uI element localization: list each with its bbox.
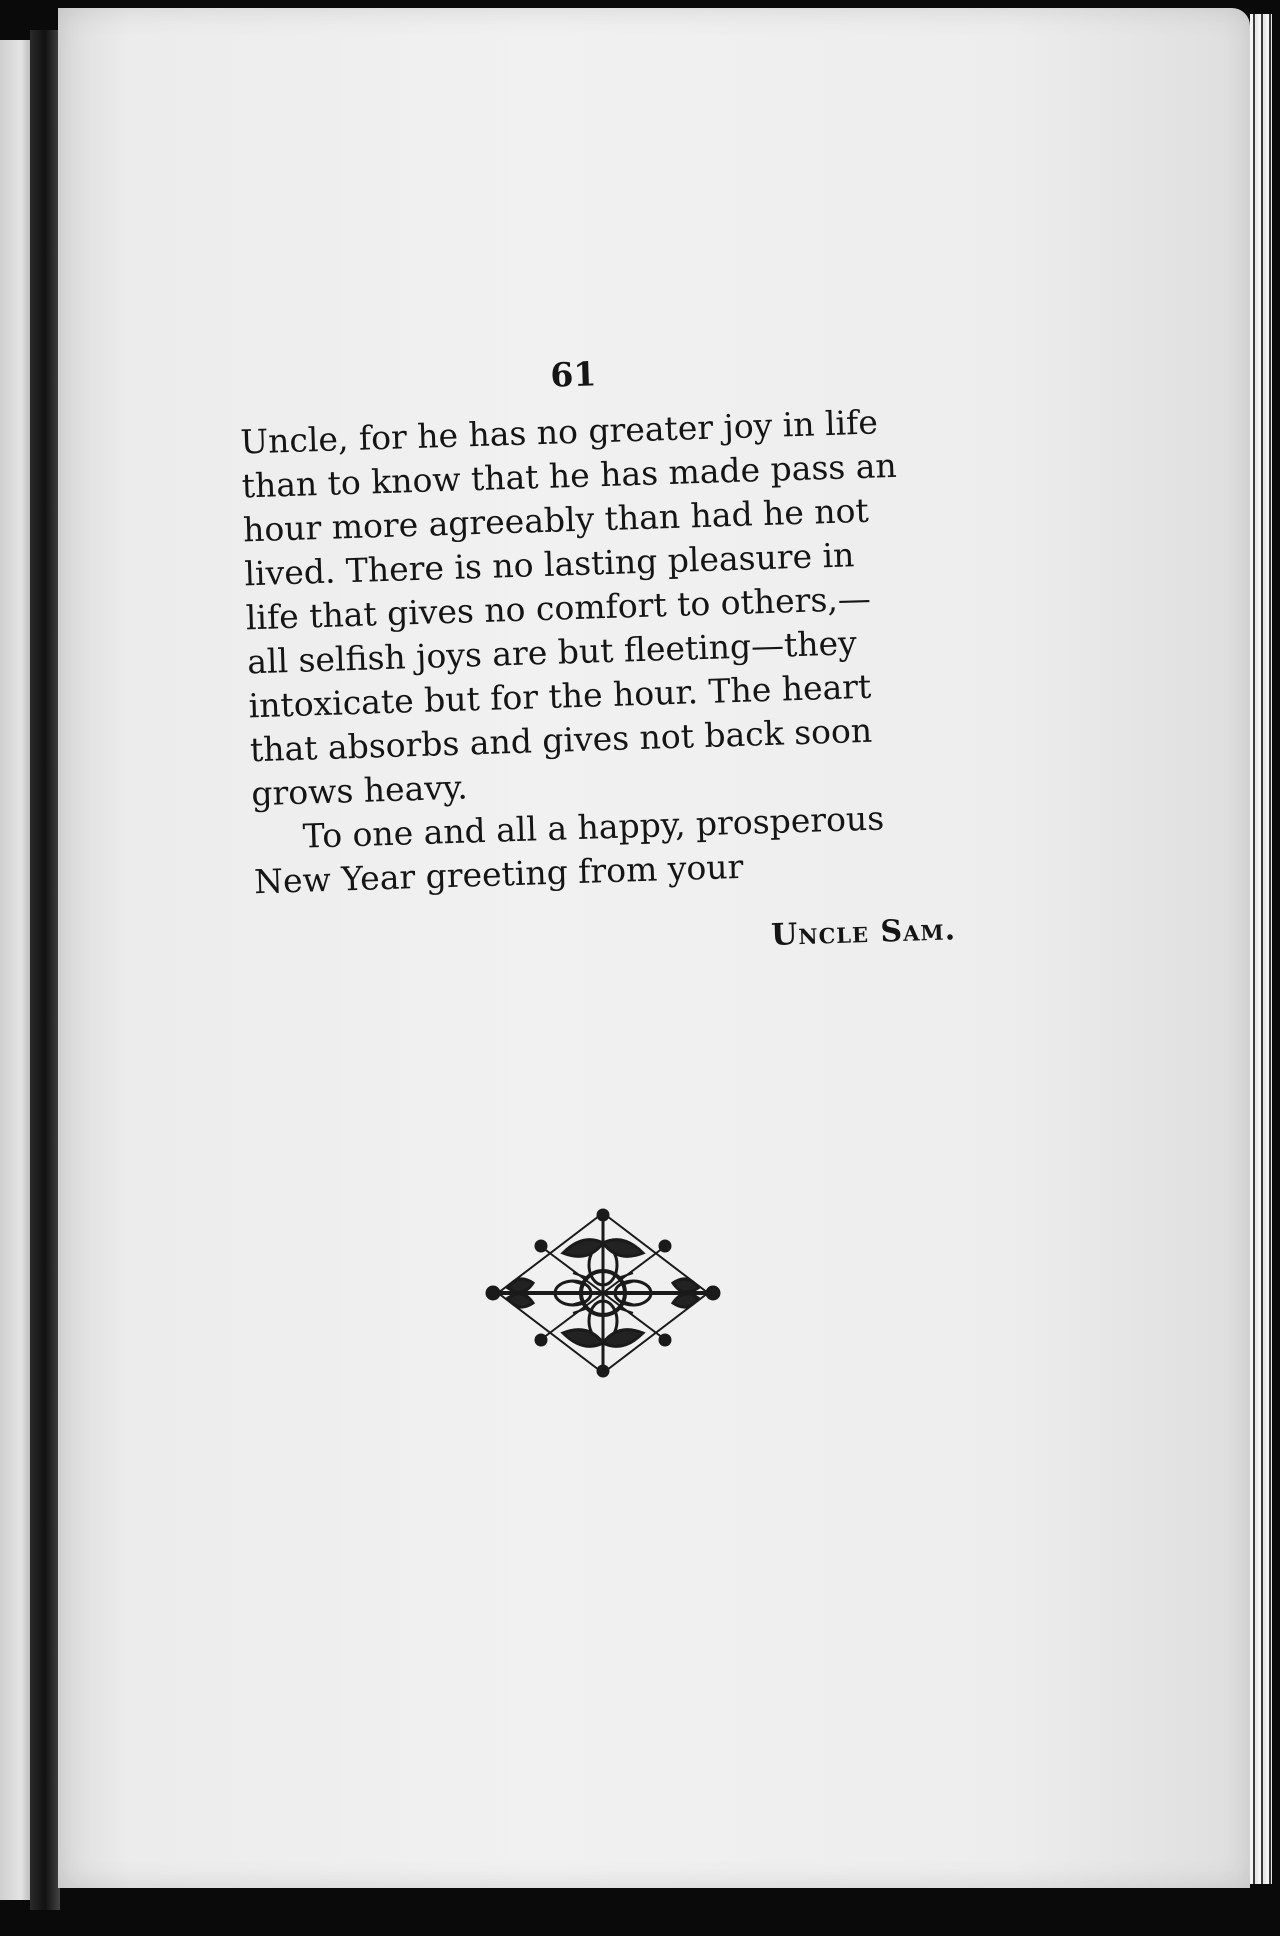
text-line: that absorbs and gives not back soon — [249, 710, 873, 770]
left-page-edge — [0, 40, 30, 1900]
closing-line: New Year greeting from your — [253, 846, 744, 902]
text-line: intoxicate but for the hour. The heart — [248, 666, 872, 726]
floral-ornament-icon — [473, 1203, 733, 1383]
page-number: 61 — [549, 354, 597, 395]
text-line: grows heavy. — [250, 767, 469, 814]
text-line: Uncle, for he has no greater joy in life — [239, 402, 879, 462]
signature: Uncle Sam. — [770, 912, 957, 954]
text-line: lived. There is no lasting pleasure in — [243, 535, 855, 594]
text-line: hour more agreeably than had he not — [242, 490, 870, 550]
page-text-block — [158, 343, 957, 971]
book-gutter — [30, 30, 60, 1910]
closing-line: To one and all a happy, prosperous — [302, 798, 885, 856]
text-line: all selfish joys are but fleeting—they — [246, 623, 858, 682]
page-stack-edge — [1250, 14, 1272, 1884]
book-page — [58, 8, 1250, 1888]
text-line: life that gives no comfort to others,— — [245, 578, 872, 638]
text-line: than to know that he has made pass an — [241, 445, 898, 506]
